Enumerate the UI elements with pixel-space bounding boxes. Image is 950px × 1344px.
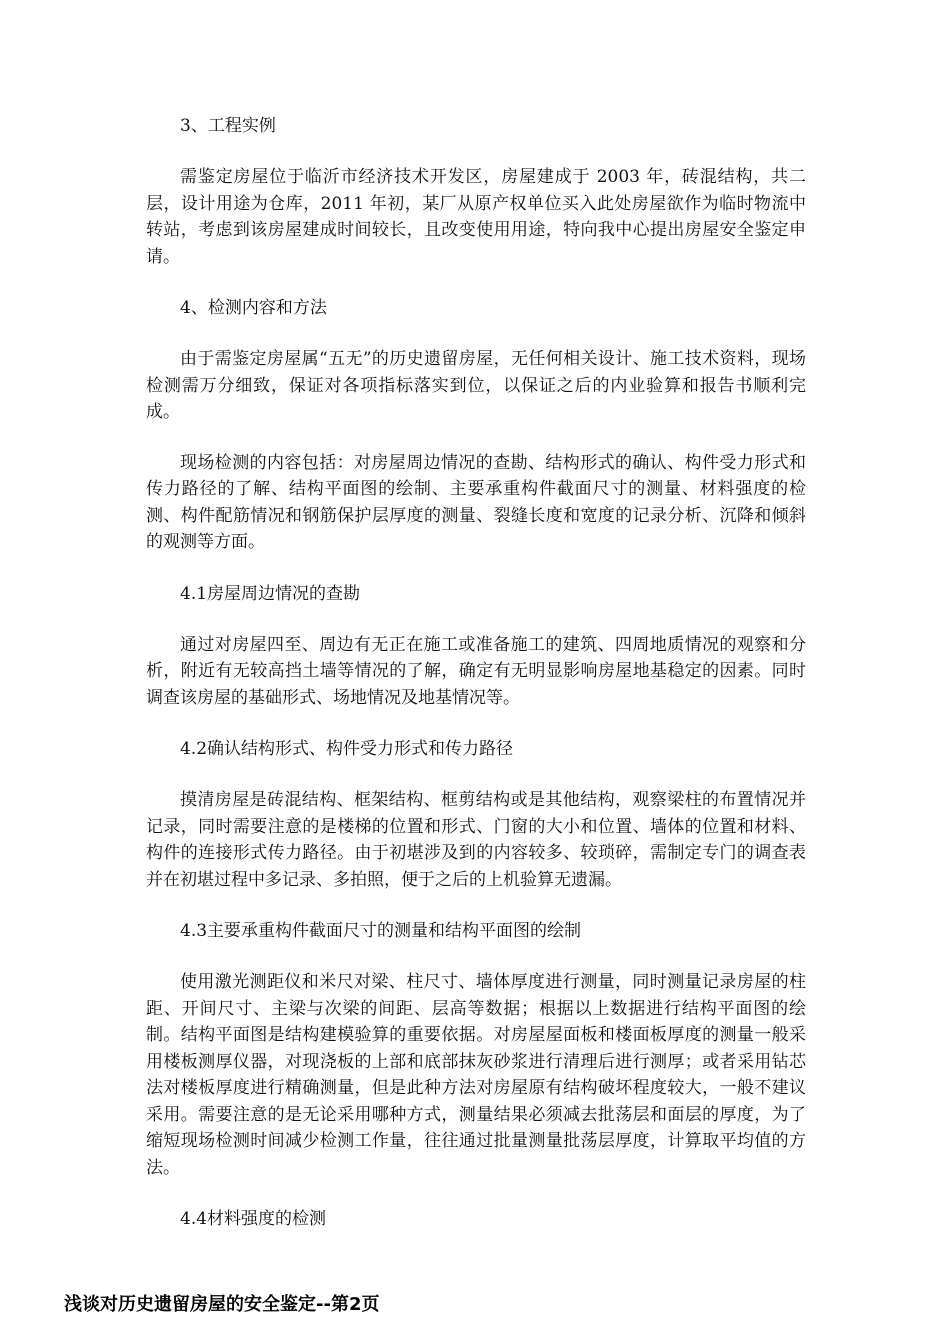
section-heading: 4.2确认结构形式、构件受力形式和传力路径 [180, 739, 514, 759]
body-paragraph: 使用激光测距仪和米尺对梁、柱尺寸、墙体厚度进行测量，同时测量记录房屋的柱距、开间尺寸、主梁与次梁的间距、层高等数据；根据以上数据进行结构平面图的绘制。结构平面图是结构建模验算的重要依据。对房屋屋面板和楼面板厚度的测量一般采用楼板测厚仪器，对现浇板的上部和底部抹灰砂浆进行清理后进行测厚；或者采用钻芯法对楼板厚度进行精确测量，但是此种方法对房屋原有结构破坏程度较大，一般不建议采用。需要注意的是无论采用哪种方式，测量结果必须减去批荡层和面层的厚度，为了缩短现场检测时间减少检测工作量，往往通过批量测量批荡层厚度，计算取平均值的方法。 [146, 972, 806, 1178]
body-paragraph: 摸清房屋是砖混结构、框架结构、框剪结构或是其他结构，观察梁柱的布置情况并记录，同时需要注意的是楼梯的位置和形式、门窗的大小和位置、墙体的位置和材料、构件的连接形式传力路径。由于初堪涉及到的内容较多、较琐碎，需制定专门的调查表并在初堪过程中多记录、多拍照，便于之后的上机验算无遗漏。 [146, 790, 806, 890]
page-footer: 浅谈对历史遗留房屋的安全鉴定--第2页 [64, 1294, 380, 1315]
section-heading: 4.4材料强度的检测 [180, 1209, 327, 1229]
body-paragraph: 现场检测的内容包括：对房屋周边情况的查勘、结构形式的确认、构件受力形式和传力路径的了解、结构平面图的绘制、主要承重构件截面尺寸的测量、材料强度的检测、构件配筋情况和钢筋保护层厚度的测量、裂缝长度和宽度的记录分析、沉降和倾斜的观测等方面。 [146, 452, 806, 552]
body-paragraph: 通过对房屋四至、周边有无正在施工或准备施工的建筑、四周地质情况的观察和分析，附近有无较高挡土墙等情况的了解，确定有无明显影响房屋地基稳定的因素。同时调查该房屋的基础形式、场地情况及地基情况等。 [146, 634, 806, 708]
body-paragraph: 由于需鉴定房屋属“五无”的历史遗留房屋，无任何相关设计、施工技术资料，现场检测需万分细致，保证对各项指标落实到位，以保证之后的内业验算和报告书顺利完成。 [146, 349, 806, 422]
section-heading: 3、工程实例 [180, 116, 276, 136]
body-paragraph: 需鉴定房屋位于临沂市经济技术开发区，房屋建成于 2003 年，砖混结构，共二层，设计用途为仓库，2011 年初，某厂从原产权单位买入此处房屋欲作为临时物流中转站，考虑到该房屋建成时间较长，且改变使用用途，特向我中心提出房屋安全鉴定申请。 [146, 167, 806, 267]
document-body [146, 112, 806, 1257]
section-heading: 4、检测内容和方法 [180, 298, 327, 318]
section-heading: 4.1房屋周边情况的查勘 [180, 583, 361, 604]
section-heading: 4.3主要承重构件截面尺寸的测量和结构平面图的绘制 [180, 921, 582, 941]
